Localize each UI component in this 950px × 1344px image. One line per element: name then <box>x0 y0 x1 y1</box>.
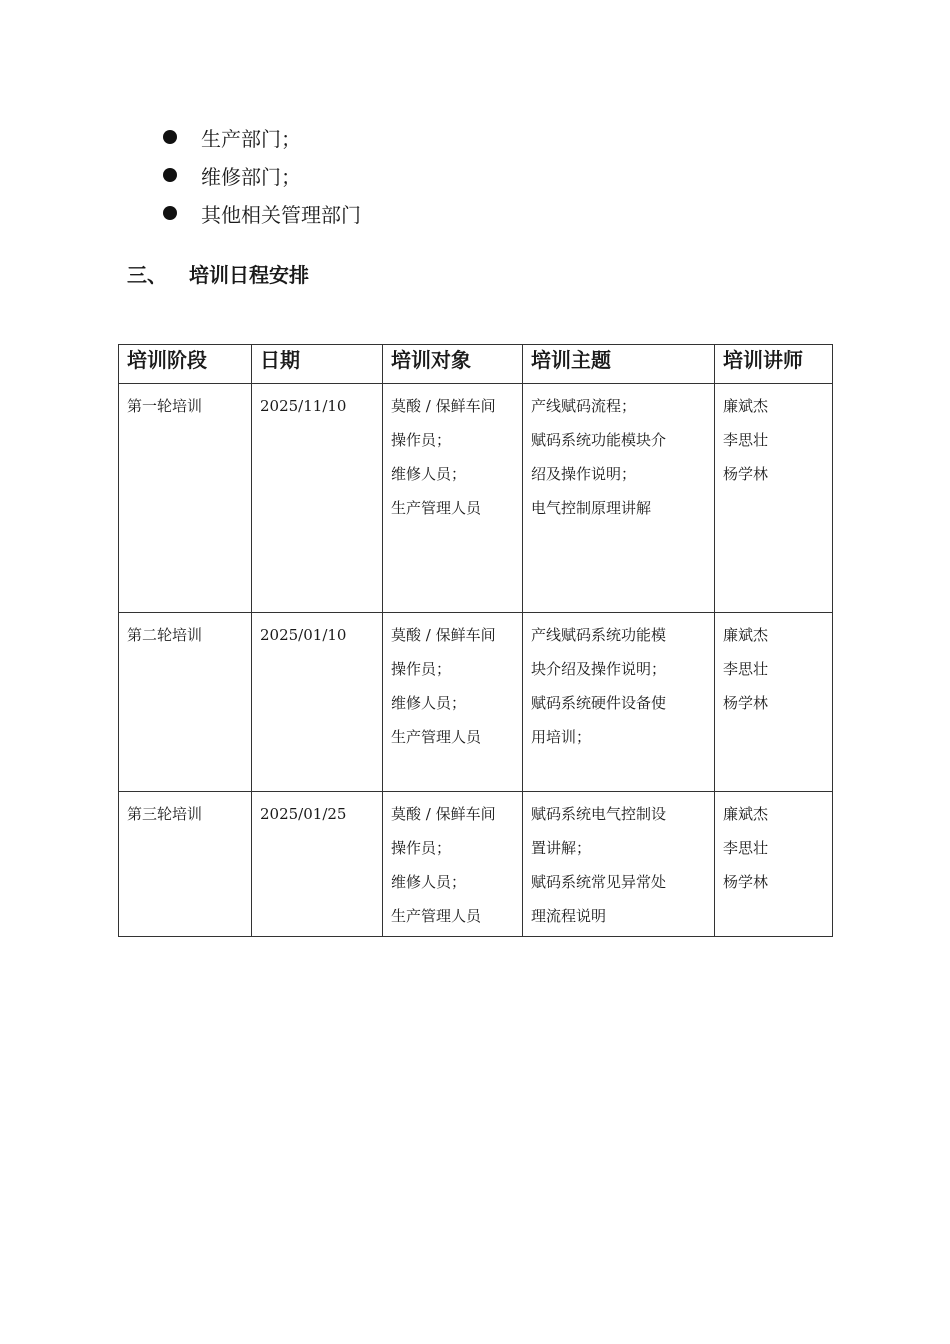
header-stage: 培训阶段 <box>119 345 252 384</box>
cell-stage: 第三轮培训 <box>119 792 252 937</box>
trainer-name: 杨学林 <box>723 465 769 483</box>
trainer-name: 杨学林 <box>723 694 769 712</box>
bullet-dot-icon <box>163 130 177 144</box>
header-trainer: 培训讲师 <box>715 345 833 384</box>
topic-line: 产线赋码系统功能模 <box>531 626 667 644</box>
cell-audience <box>383 384 523 613</box>
audience-line: 莫酸 / 保鲜车间 <box>391 397 496 415</box>
header-topic: 培训主题 <box>523 345 715 384</box>
cell-topic <box>523 384 715 613</box>
trainer-name: 李思壮 <box>723 839 769 857</box>
section-heading <box>127 259 309 288</box>
cell-date: 2025/01/10 <box>252 613 383 792</box>
topic-line: 理流程说明 <box>531 907 607 925</box>
audience-line: 操作员； <box>391 431 452 449</box>
trainer-name: 李思壮 <box>723 660 769 678</box>
topic-line: 块介绍及操作说明； <box>531 660 667 678</box>
trainer-name: 李思壮 <box>723 431 769 449</box>
audience-line: 生产管理人员 <box>391 499 482 517</box>
cell-trainer <box>715 792 833 937</box>
cell-audience <box>383 613 523 792</box>
cell-audience <box>383 792 523 937</box>
cell-topic <box>523 792 715 937</box>
cell-date: 2025/11/10 <box>252 384 383 613</box>
topic-line: 赋码系统硬件设备使 <box>531 694 667 712</box>
list-item-text: 维修部门； <box>201 164 301 189</box>
audience-line: 莫酸 / 保鲜车间 <box>391 626 496 644</box>
cell-date: 2025/01/25 <box>252 792 383 937</box>
topic-line: 赋码系统常见异常处 <box>531 873 667 891</box>
audience-line: 操作员； <box>391 660 452 678</box>
table-row <box>119 792 833 937</box>
section-title: 培训日程安排 <box>189 263 309 287</box>
list-item-text: 其他相关管理部门 <box>201 202 361 227</box>
department-list <box>160 118 361 232</box>
trainer-name: 廉斌杰 <box>723 626 769 644</box>
audience-line: 生产管理人员 <box>391 907 482 925</box>
bullet-dot-icon <box>163 206 177 220</box>
topic-line: 赋码系统电气控制设 <box>531 805 667 823</box>
topic-line: 赋码系统功能模块介 <box>531 431 667 449</box>
audience-line: 维修人员； <box>391 694 467 712</box>
list-item-text: 生产部门； <box>201 126 301 151</box>
topic-line: 电气控制原理讲解 <box>531 499 652 517</box>
topic-line: 置讲解； <box>531 839 592 857</box>
cell-topic <box>523 613 715 792</box>
audience-line: 操作员； <box>391 839 452 857</box>
trainer-name: 杨学林 <box>723 873 769 891</box>
list-item <box>160 118 361 156</box>
cell-trainer <box>715 384 833 613</box>
bullet-dot-icon <box>163 168 177 182</box>
list-item <box>160 194 361 232</box>
header-date: 日期 <box>252 345 383 384</box>
cell-trainer <box>715 613 833 792</box>
cell-stage: 第一轮培训 <box>119 384 252 613</box>
audience-line: 维修人员； <box>391 465 467 483</box>
topic-line: 绍及操作说明； <box>531 465 637 483</box>
section-number: 三、 <box>127 263 167 287</box>
table-row <box>119 613 833 792</box>
table-header-row <box>119 345 833 384</box>
topic-line: 用培训； <box>531 728 592 746</box>
table-row <box>119 384 833 613</box>
trainer-name: 廉斌杰 <box>723 805 769 823</box>
cell-stage: 第二轮培训 <box>119 613 252 792</box>
training-schedule-table <box>118 344 833 937</box>
trainer-name: 廉斌杰 <box>723 397 769 415</box>
topic-line: 产线赋码流程； <box>531 397 637 415</box>
audience-line: 维修人员； <box>391 873 467 891</box>
list-item <box>160 156 361 194</box>
header-audience: 培训对象 <box>383 345 523 384</box>
audience-line: 生产管理人员 <box>391 728 482 746</box>
audience-line: 莫酸 / 保鲜车间 <box>391 805 496 823</box>
